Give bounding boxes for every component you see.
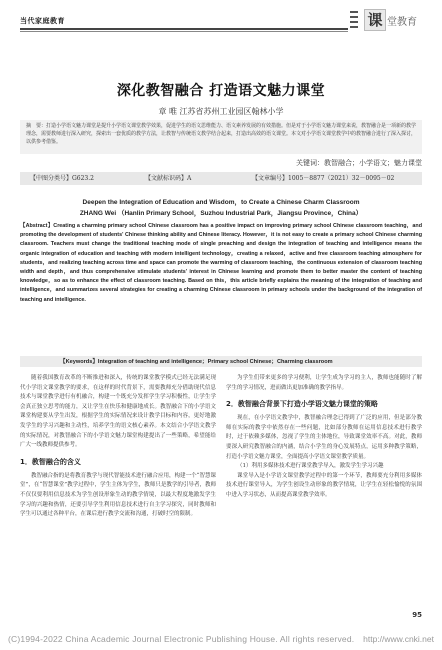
column-logo-text: 堂教育 (387, 17, 417, 28)
classification-row (20, 172, 422, 185)
header-bars-icon (350, 11, 360, 29)
subsection-paragraph: （1）利用多媒体技术进行课堂教学导入，激发学生学习兴趣 (237, 463, 384, 470)
abstract-cn: 摘 要：打造小学语文魅力课堂是提升小学语文课堂教学效果，促进学生的语文思维能力、语文素养发展的有效措施。但是对于小学语文魅力课堂来说，教智融合是一项新的教学理念，需要教师进行深入研究，探索出一套优质的教学方法，让教智与传统语文教学结合起来，打造出高效的语文课堂。本文对小学语文课堂教学中的教智融合进行了深入探讨，以供参考借鉴。 (26, 123, 417, 145)
section-heading: 1．教智融合的含义 (20, 457, 81, 466)
body-column-left (20, 374, 216, 520)
column-logo-char: 课 (364, 9, 386, 31)
english-abstract: 【Abstract】Creating a charming primary school Chinese classroom has a positive impact on improving primary school Chinese classroom teaching，and promoting the development of students' Chinese thinking ability and Chinese literacy. However，it is not easy to create a primary school Chinese charming classroom. Teachers must change the traditional teaching mode of single preaching and design the integration of teaching and intelligence means the organic integration of education and teaching with modern intelligent technology，creating a relaxed，active and free classroom teaching atmosphere for students，and realizing teaching across time and space can promote the warming of classroom teaching，the continuous extension of classroom teaching width and depth，and thus comprehensive stimulate students' interest in Chinese learning and promote them to better master the content of teaching knowledge，so as to enhance the effect of classroom teaching. Based on this，this article briefly explains the meaning of the integration of teaching and intelligence，and summarizes several strategies for creating a charming Chinese classroom in primary schools under the background of the integration of teaching and intelligence. (20, 223, 422, 303)
english-title: Deepen the Integration of Education and Wisdom，to Create a Chinese Charm Classroom (82, 199, 360, 206)
english-author: ZHANG Wei （Hanlin Primary School，Suzhou Industrial Park，Jiangsu Province，China） (79, 210, 363, 217)
body-paragraph: 教智融合指的是将教育教学与现代智能技术进行融合应用，构建一个“智慧课堂”，在“智慧课堂”教学过程中，学生主体为学生，教师只是教学的引导者，教师不仅仅要利用信息技术为学生创设形象生动的教学情境，以最大程度地激发学生学习的兴趣和热情，还要引导学生利用信息技术进行自主学习探究，同时教师和学生可以通过各种平台，在课后进行教学交流和沟通，打破时空的限制。 (20, 472, 216, 518)
body-paragraph: 随着我国教育改革的不断推进和深入，传统的课堂教学模式已经无法满足现代小学语文课堂教学的要求，在这样的时代背景下，需要教师充分借助现代信息技术与课堂教学进行有机融合，构建一个既充分发挥学生学习积极性，让学生学会真正独立思考的能力，又让学生在快乐和健康地成长。教智融合下的小学语文课堂构建要从学生出发，根据学生的实际情况来设计教学目标和内容，更好地激发学生的学习兴趣和主动性，培养学生的语文核心素养。本文结合小学语文教学的实际情况，对教智融合下的小学语文魅力课堂构建提出了一些策略，希望能给广大一线教师提供参考。 (20, 375, 216, 449)
clc-number: 【中图分类号】G623.2 (30, 175, 94, 182)
article-number: 【文章编号】1005－8877（2021）32－0095－02 (252, 175, 395, 182)
column-logo (364, 9, 422, 33)
keywords-en: 【Keywords】Integration of teaching and intelligence；Primary school Chinese；Charming classroom (60, 359, 333, 365)
article-title: 深化教智融合 打造语文魅力课堂 (116, 83, 326, 99)
document-code: 【文献标识码】A (145, 175, 192, 182)
footer (0, 628, 442, 650)
copyright-notice: (C)1994-2022 China Academic Journal Electronic Publishing House. All rights reserved. (8, 634, 355, 644)
body-paragraph: 课堂导入是小学语文课堂教学过程中的第一个环节，教师要充分利用多媒体技术进行课堂导入，为学生创设生动形象的教学情境，让学生在轻松愉悦的氛围中进入学习状态，从而提高课堂教学效率。 (226, 472, 422, 498)
keywords-cn: 关键词：教智融合；小学语文；魅力课堂 (296, 159, 422, 167)
article-author: 章 唯 江苏省苏州工业园区翰林小学 (158, 107, 284, 116)
footer-link[interactable]: http://www.cnki.net (363, 634, 434, 644)
body-paragraph: 现在，在小学语文教学中，教智融合理念已得到了广泛的应用，但是部分教师在实际的教学中依然存在一些问题，比如部分教师在运用信息技术进行教学时，过于依赖多媒体，忽视了学生的主体地位，导致课堂效率不高。对此，教师要深入研究教智融合的内涵，结合小学生的身心发展特点，运用多种教学策略，打造小学语文魅力课堂，全面提高小学语文课堂教学质量。 (226, 415, 422, 460)
header-rule (20, 28, 348, 30)
body-paragraph: 为学生们带来更多的学习便利，让学生成为学习的主人，教师也能随时了解学生的学习情况，进而做出更加准确的教学指导。 (226, 375, 422, 391)
journal-name: 当代家庭教育 (20, 17, 65, 25)
section-heading: 2．教智融合背景下打造小学语文魅力课堂的策略 (226, 400, 378, 409)
body-column-right (226, 374, 422, 501)
header-rule-thin (20, 31, 348, 32)
page-number: 95 (412, 611, 422, 619)
